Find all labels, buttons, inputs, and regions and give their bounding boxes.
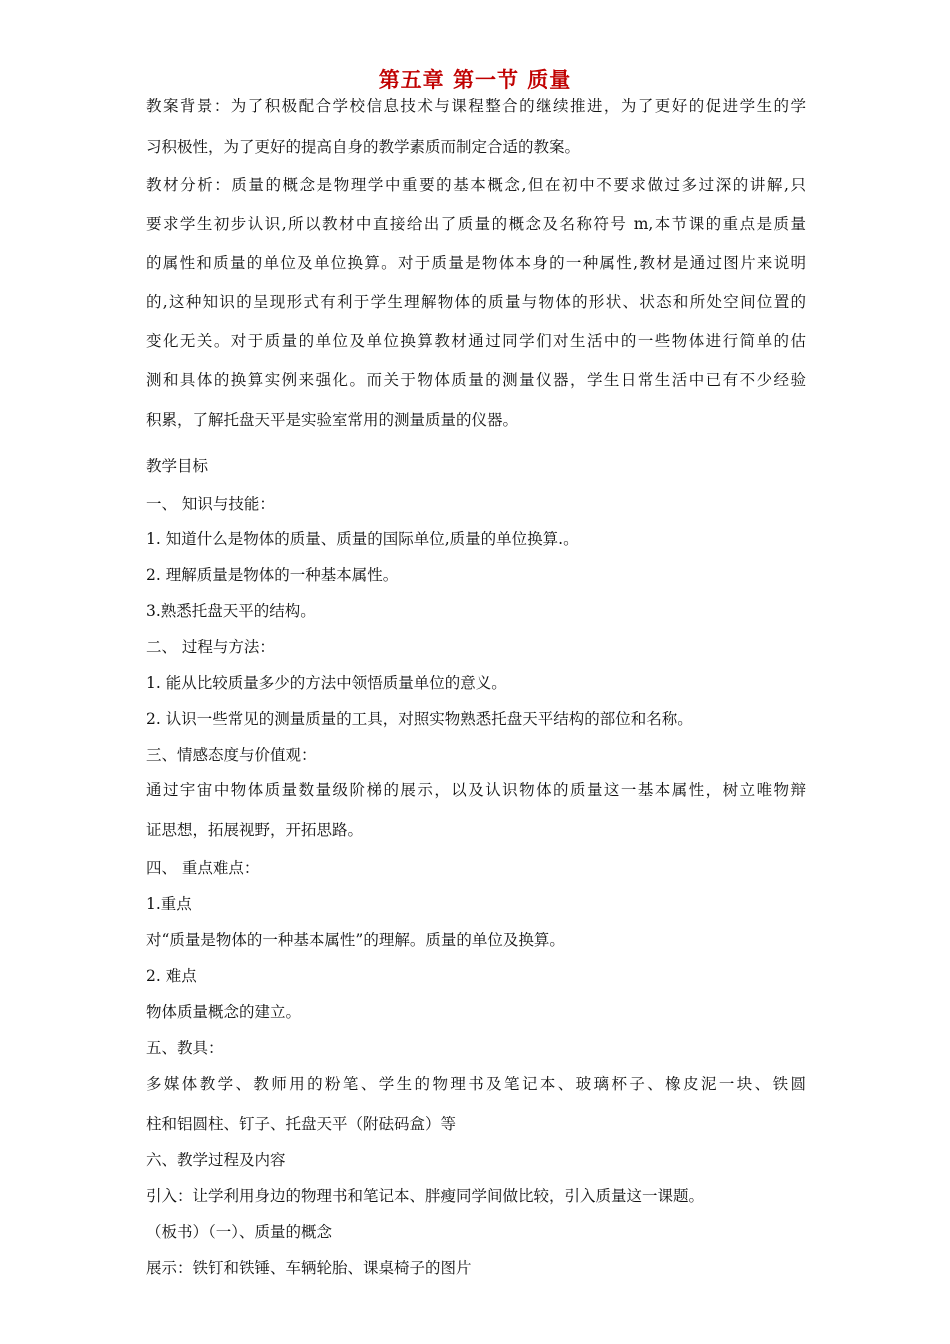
- text-line: 教材分析：质量的概念是物理学中重要的基本概念,但在初中不要求做过多过深的讲解,只: [146, 176, 806, 194]
- text-line: 的属性和质量的单位及单位换算。对于质量是物体本身的一种属性,教材是通过图片来说明: [146, 254, 806, 272]
- document-title: 第五章 第一节 质量: [378, 68, 572, 92]
- list-item: 2. 理解质量是物体的一种基本属性。: [146, 566, 399, 584]
- text-line: 要求学生初步认识,所以教材中直接给出了质量的概念及名称符号 m,本节课的重点是质量: [146, 215, 806, 233]
- text-line: 积累，了解托盘天平是实验室常用的测量质量的仪器。: [146, 411, 519, 429]
- section-heading: 六、教学过程及内容: [146, 1151, 286, 1169]
- sub-heading: 2. 难点: [146, 967, 197, 985]
- text-line: 教案背景：为了积极配合学校信息技术与课程整合的继续推进，为了更好的促进学生的学: [146, 97, 806, 115]
- text-line: 引入：让学利用身边的物理书和笔记本、胖瘦同学间做比较，引入质量这一课题。: [146, 1187, 705, 1205]
- text-line: 物体质量概念的建立。: [146, 1003, 302, 1021]
- section-heading: 教学目标: [146, 457, 209, 475]
- list-item: 1. 知道什么是物体的质量、质量的国际单位,质量的单位换算.。: [146, 530, 579, 548]
- section-heading: 二、 过程与方法：: [146, 638, 275, 656]
- section-heading: 四、 重点难点：: [146, 859, 260, 877]
- text-line: （板书）（一）、质量的概念: [146, 1223, 333, 1241]
- list-item: 3.熟悉托盘天平的结构。: [146, 602, 316, 620]
- text-line: 证思想，拓展视野，开拓思路。: [146, 821, 364, 839]
- section-heading: 五、教具：: [146, 1039, 224, 1057]
- text-line: 变化无关。对于质量的单位及单位换算教材通过同学们对生活中的一些物体进行简单的估: [146, 332, 806, 350]
- text-line: 通过宇宙中物体质量数量级阶梯的展示，以及认识物体的质量这一基本属性，树立唯物辩: [146, 781, 806, 799]
- list-item: 2. 认识一些常见的测量质量的工具，对照实物熟悉托盘天平结构的部位和名称。: [146, 710, 693, 728]
- list-item: 1. 能从比较质量多少的方法中领悟质量单位的意义。: [146, 674, 507, 692]
- text-line: 习积极性，为了更好的提高自身的教学素质而制定合适的教案。: [146, 138, 581, 156]
- text-line: 的,这种知识的呈现形式有利于学生理解物体的质量与物体的形状、状态和所处空间位置的: [146, 293, 806, 311]
- text-line: 展示：铁钉和铁锤、车辆轮胎、课桌椅子的图片: [146, 1259, 472, 1277]
- section-heading: 三、情感态度与价值观：: [146, 746, 317, 764]
- text-line: 对“质量是物体的一种基本属性”的理解。质量的单位及换算。: [146, 931, 565, 949]
- text-line: 测和具体的换算实例来强化。而关于物体质量的测量仪器，学生日常生活中已有不少经验: [146, 371, 806, 389]
- text-line: 多媒体教学、教师用的粉笔、学生的物理书及笔记本、玻璃杯子、橡皮泥一块、铁圆: [146, 1075, 806, 1093]
- section-heading: 一、 知识与技能：: [146, 495, 275, 513]
- text-line: 柱和铝圆柱、钉子、托盘天平（附砝码盒）等: [146, 1115, 457, 1133]
- sub-heading: 1.重点: [146, 895, 192, 913]
